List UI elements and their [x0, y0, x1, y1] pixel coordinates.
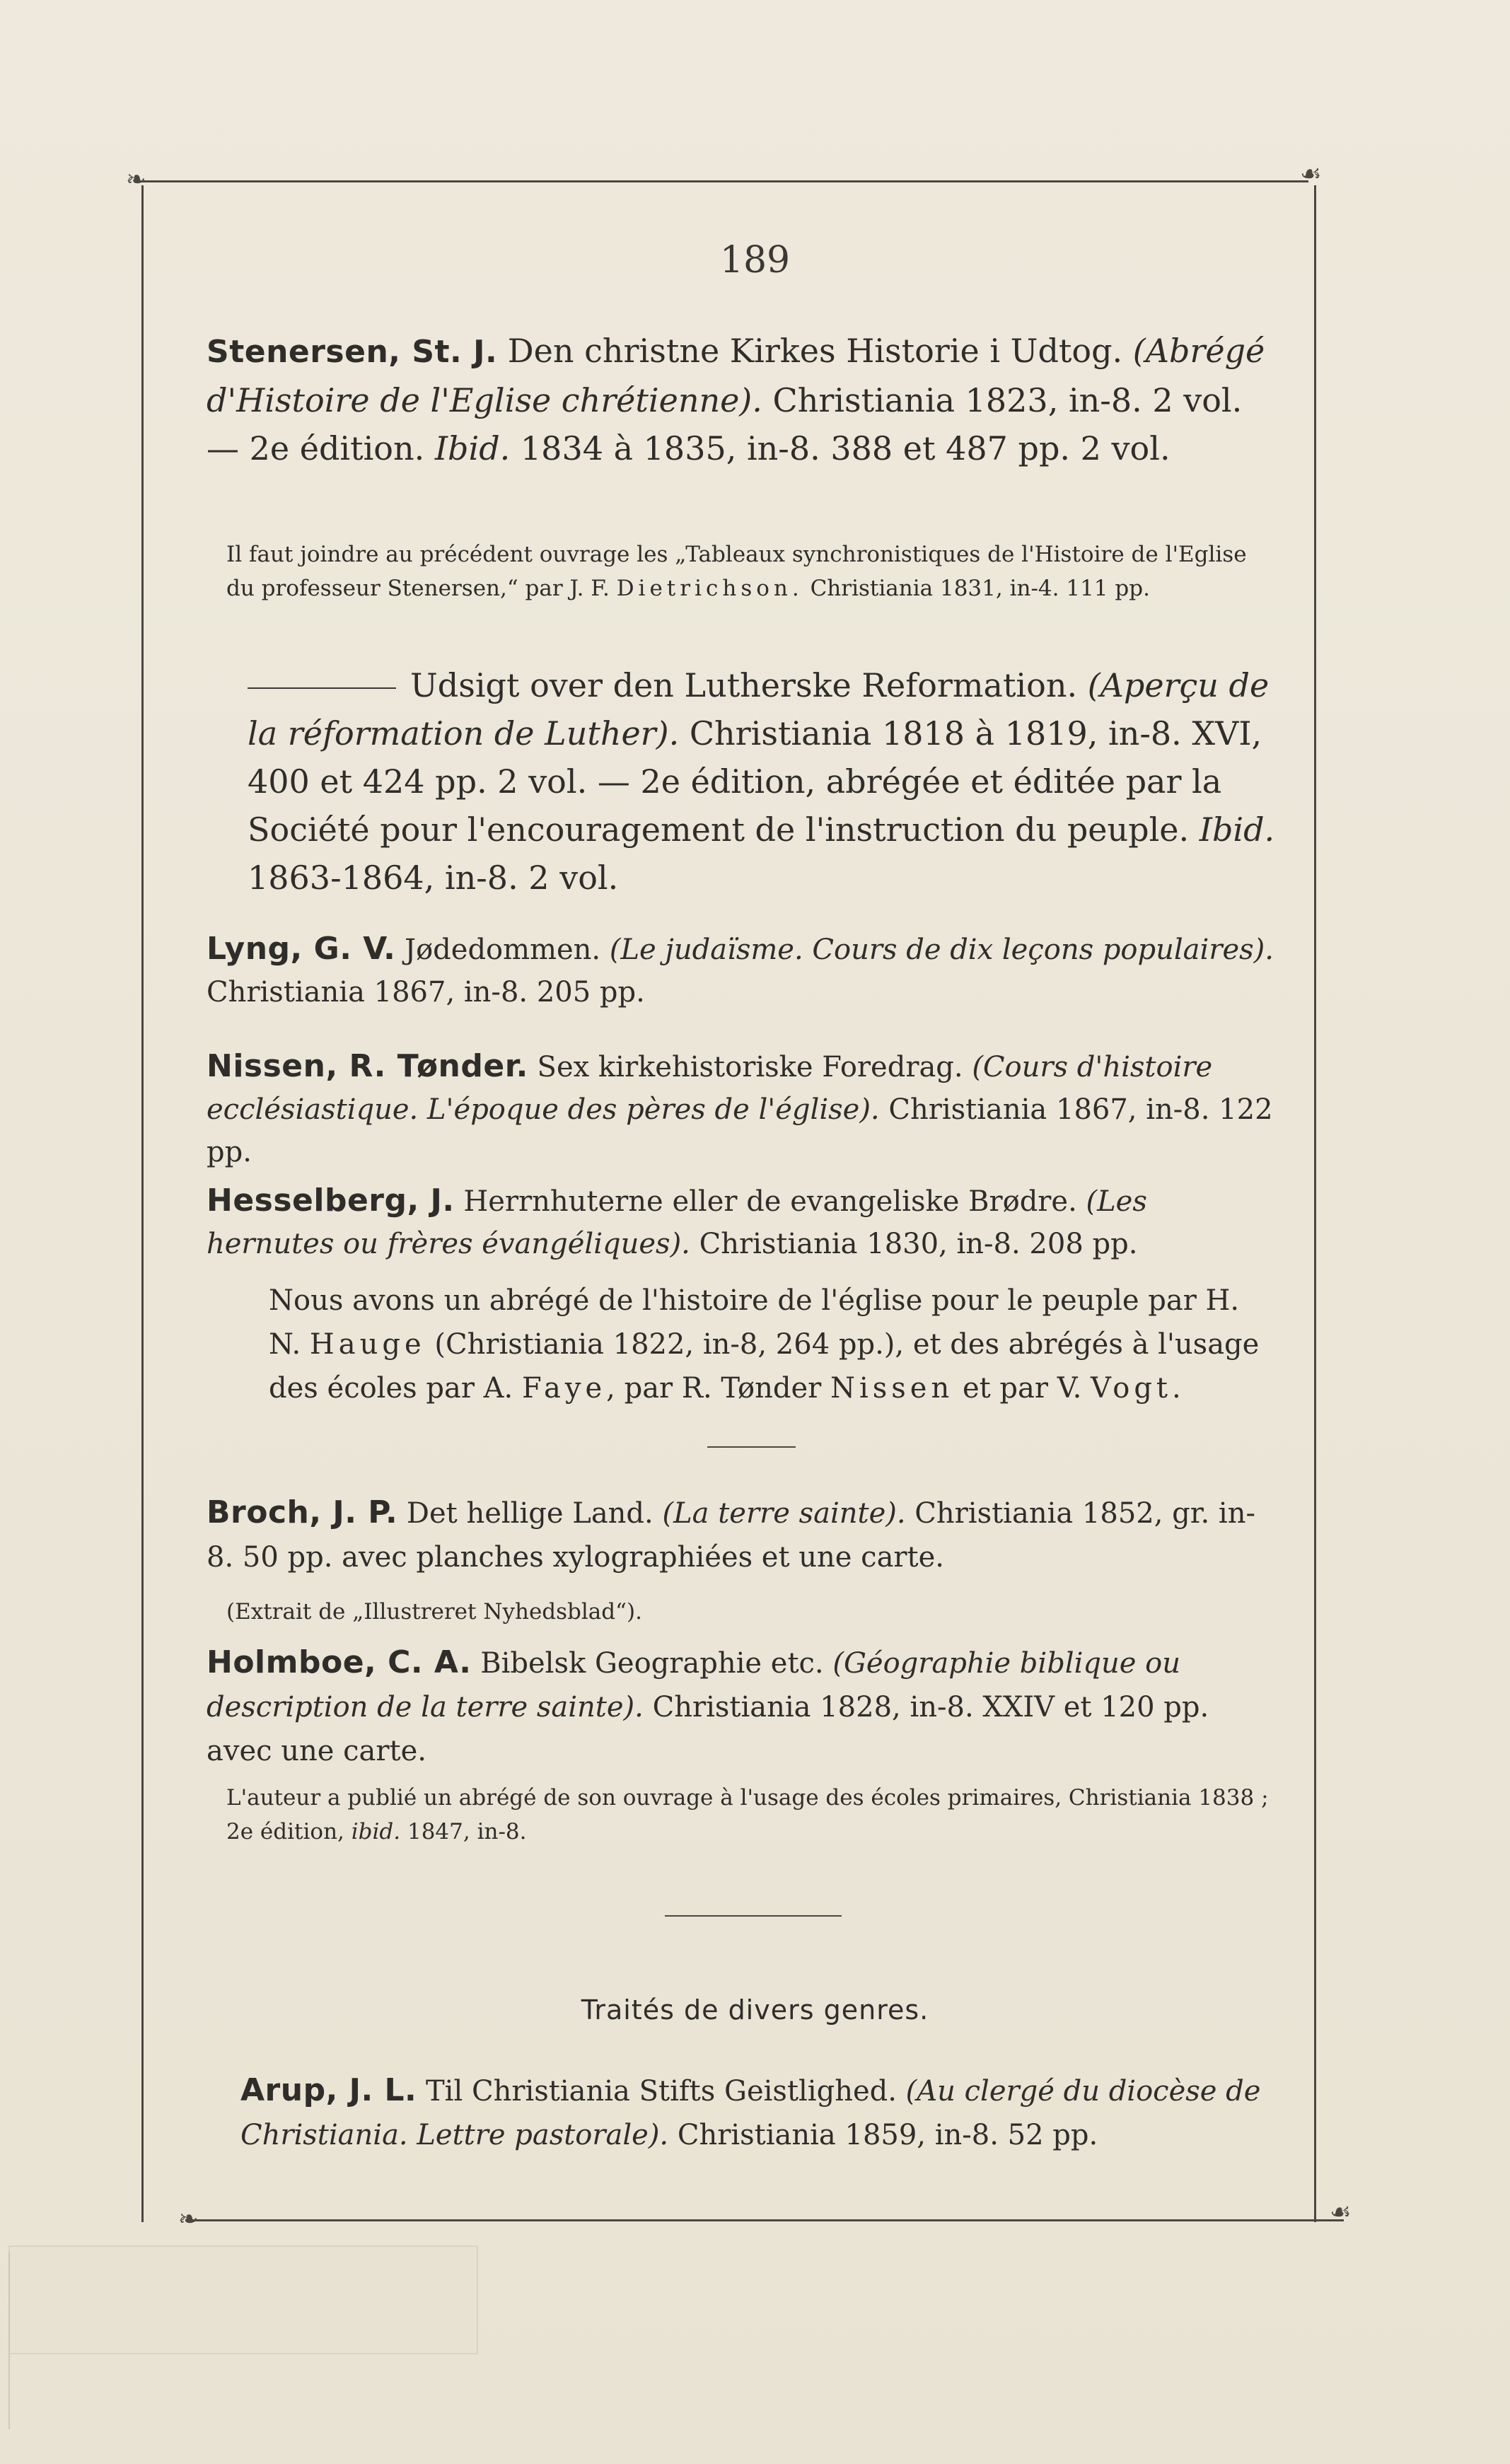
- note-text: Nous avons un abrégé de l'histoire de l'église pour le peuple par H. N.: [269, 1284, 1240, 1361]
- frame-top-rule: [134, 180, 1308, 182]
- entry-title: Det hellige Land.: [397, 1497, 663, 1530]
- frame-ornament-top-right: ☙: [1300, 160, 1322, 188]
- note-text: (Christiania 1822, in-8, 264 pp.), et des abrégés à l'usage des écoles par A.: [269, 1328, 1260, 1405]
- entry-arup: [240, 2069, 1287, 2157]
- entry-french-title: (Aperçu de la réformation de Luther).: [248, 666, 1270, 752]
- frame-ornament-top-left: ❧: [126, 165, 146, 194]
- library-stamp-box: [8, 2245, 478, 2354]
- entry-text: [207, 1641, 1282, 1773]
- entry-ibid: Ibid.: [1199, 810, 1275, 849]
- note-text: , par R. Tønder: [606, 1372, 830, 1405]
- entry-imprint: Christiania 1823, in-8. 2 vol. — 2e édition.: [207, 381, 1243, 467]
- entry-french-title: (La terre sainte).: [662, 1497, 906, 1530]
- frame-ornament-bottom-right: ☙: [1330, 2198, 1352, 2226]
- section-title: Traités de divers genres.: [581, 1994, 929, 2026]
- entry-title: Den christne Kirkes Historie i Udtog.: [497, 332, 1133, 370]
- entry-french-title: (Le judaïsme. Cours de dix leçons populaires).: [609, 934, 1274, 966]
- entry-broch: [207, 1491, 1282, 1579]
- entry-imprint-2: 1863-1864, in-8. 2 vol.: [248, 859, 619, 897]
- note-text-end: Christiania 1831, in-4. 111 pp.: [803, 576, 1150, 601]
- note-text: et par V.: [953, 1372, 1091, 1405]
- entry-text: [248, 661, 1282, 902]
- note-spaced-name: Faye: [522, 1372, 607, 1405]
- entry-lyng: [207, 928, 1282, 1013]
- frame-bottom-rule: [185, 2219, 1344, 2221]
- entry-nissen: [207, 1045, 1282, 1173]
- entry-author: Nissen, R. Tønder.: [207, 1048, 528, 1084]
- entry-text: [207, 327, 1282, 472]
- entry-author: Broch, J. P.: [207, 1494, 398, 1530]
- note-spaced-name: Nissen: [830, 1372, 954, 1405]
- entry-imprint: Christiania 1830, in-8. 208 pp.: [690, 1228, 1138, 1260]
- entry-french-title: (Abrégé d'Histoire de l'Eglise chrétienne).: [207, 332, 1265, 419]
- entry-imprint: Christiania 1867, in-8. 122 pp.: [207, 1093, 1273, 1168]
- entry-imprint: Christiania 1828, in-8. XXIV et 120 pp. avec une carte.: [207, 1691, 1209, 1767]
- entry-french-title: (Cours d'histoire ecclésiastique. L'époque des pères de l'église).: [207, 1051, 1213, 1126]
- entry-french-title: (Au clergé du diocèse de Christiania. Lettre pastorale).: [240, 2075, 1261, 2151]
- repeat-author-dash: [248, 687, 396, 689]
- note-ibid: ibid.: [351, 1819, 401, 1844]
- frame-ornament-bottom-left: ❧: [178, 2205, 199, 2233]
- note-spaced-name: Vogt.: [1091, 1372, 1185, 1405]
- entry-author: Holmboe, C. A.: [207, 1644, 472, 1680]
- entry-stenersen: [207, 327, 1282, 472]
- note-spaced-name: Hauge: [309, 1328, 426, 1361]
- entry-imprint: Christiania 1818 à 1819, in-8. XVI, 400 et 424 pp. 2 vol. — 2e édition, abrégée et éditée par la Société pour l'encouragement de l'instruction du peuple.: [248, 714, 1262, 849]
- entry-imprint: Christiania 1867, in-8. 205 pp.: [207, 976, 645, 1009]
- frame-left-rule: [141, 185, 144, 2222]
- entry-title: Sex kirkehistoriske Foredrag.: [528, 1051, 972, 1083]
- note-text-end: 1847, in-8.: [400, 1819, 527, 1844]
- entry-imprint-2: 1834 à 1835, in-8. 388 et 487 pp. 2 vol.: [510, 429, 1171, 467]
- separator-rule: [665, 1915, 842, 1917]
- note-text: (Extrait de „Illustreret Nyhedsblad“).: [226, 1599, 642, 1625]
- entry-udsigt: [248, 661, 1282, 902]
- entry-title: Udsigt over den Lutherske Reformation.: [410, 666, 1088, 704]
- entry-author: Hesselberg, J.: [207, 1182, 455, 1219]
- note-stenersen: [226, 537, 1273, 605]
- entry-hesselberg: [207, 1180, 1282, 1265]
- entry-holmboe: [207, 1641, 1282, 1773]
- entry-author: Lyng, G. V.: [207, 931, 396, 967]
- note-holmboe: [226, 1781, 1273, 1849]
- page-number: 189: [719, 239, 791, 281]
- entry-title: Herrnhuterne eller de evangeliske Brødre.: [454, 1185, 1086, 1218]
- separator-rule: [707, 1446, 796, 1448]
- entry-author: Arup, J. L.: [240, 2072, 417, 2108]
- entry-title: Jødedommen.: [395, 934, 610, 966]
- margin-line: [8, 2253, 10, 2429]
- entry-french-title: (Les hernutes ou frères évangéliques).: [207, 1185, 1147, 1260]
- entry-imprint: Christiania 1852, gr. in-8. 50 pp. avec planches xylographiées et une carte.: [207, 1497, 1255, 1574]
- note-text: Il faut joindre au précédent ouvrage les „Tableaux synchronistiques de l'Histoire de l'Eglise du professeur Stenersen,“ par J. F.: [226, 542, 1247, 601]
- entry-french-title: (Géographie biblique ou description de la terre sainte).: [207, 1647, 1180, 1724]
- entry-text: [207, 1180, 1282, 1265]
- entry-text: [207, 1045, 1282, 1173]
- entry-text: [207, 928, 1282, 1013]
- entry-author: Stenersen, St. J.: [207, 334, 498, 370]
- entry-text: [207, 1491, 1282, 1579]
- entry-text: [240, 2069, 1287, 2157]
- entry-title: Bibelsk Geographie etc.: [471, 1647, 833, 1680]
- entry-imprint: Christiania 1859, in-8. 52 pp.: [668, 2119, 1098, 2151]
- note-broch: [226, 1595, 1273, 1629]
- frame-right-rule: [1314, 185, 1316, 2222]
- note-spaced-name: Dietrichson.: [616, 576, 803, 601]
- entry-title: Til Christiania Stifts Geistlighed.: [417, 2075, 906, 2108]
- note-text: L'auteur a publié un abrégé de son ouvrage à l'usage des écoles primaires, Christiania 1838 ; 2e édition,: [226, 1785, 1269, 1844]
- note-hesselberg: [269, 1279, 1273, 1410]
- entry-ibid: Ibid.: [434, 429, 511, 467]
